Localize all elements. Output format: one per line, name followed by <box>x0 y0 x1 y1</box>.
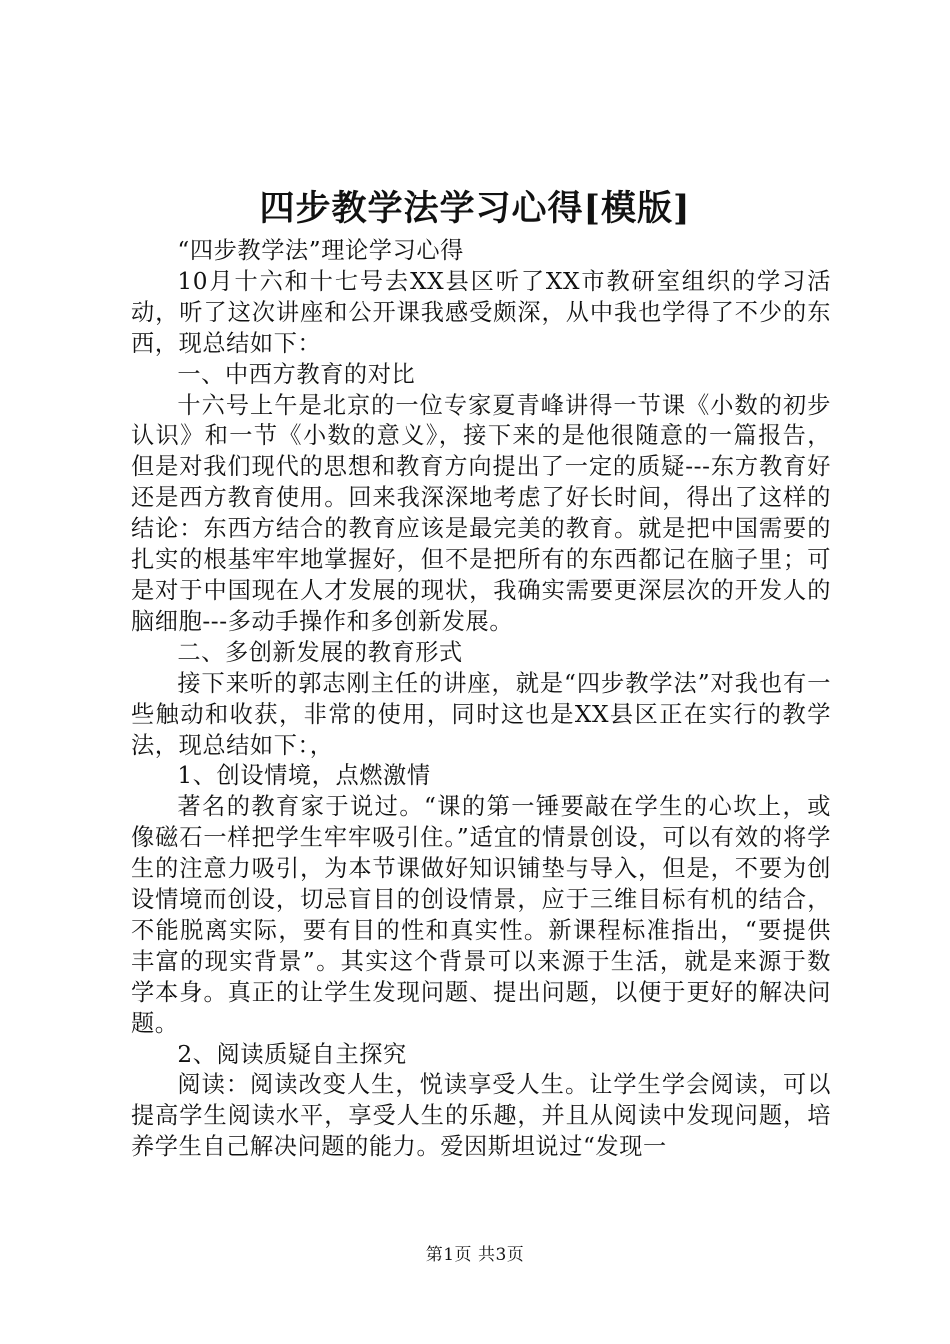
page-footer: 第1页 共3页 <box>425 1245 525 1265</box>
paragraph-subtitle: “四步教学法”理论学习心得 <box>177 237 464 264</box>
paragraph-intro: 10月十六和十七号去XX县区听了XX市教研室组织的学习活动，听了这次讲座和公开课我感受颇深，从中我也学得了不少的东西，现总结如下： <box>131 267 831 357</box>
document-body <box>131 236 831 1163</box>
paragraph-scenario: 著名的教育家于说过。“课的第一锤要敲在学生的心坎上，或像磁石一样把学生牢牢吸引住。”适宜的情景创设，可以有效的将学生的注意力吸引，为本节课做好知识铺垫与导入，但是，不要为创设情境而创设，切忌盲目的创设情景，应于三维目标有机的结合，不能脱离实际，要有目的性和真实性。新课程标准指出，“要提供丰富的现实背景”。其实这个背景可以来源于生活，就是来源于数学本身。真正的让学生发现问题、提出问题，以便于更好的解决问题。 <box>131 793 831 1037</box>
subsection-heading-2: 2、阅读质疑自主探究 <box>177 1040 407 1068</box>
paragraph-reading: 阅读：阅读改变人生，悦读享受人生。让学生学会阅读，可以提高学生阅读水平，享受人生的乐趣，并且从阅读中发现问题，培养学生自己解决问题的能力。爱因斯坦说过“发现一 <box>131 1071 831 1161</box>
paragraph-four-step: 接下来听的郭志刚主任的讲座，就是“四步教学法”对我也有一些触动和收获，非常的使用，同时这也是XX县区正在实行的教学法，现总结如下：， <box>131 669 831 759</box>
section-heading-1: 一、中西方教育的对比 <box>177 360 416 388</box>
document-title: 四步教学法学习心得[模版] <box>259 188 691 229</box>
paragraph-comparison: 十六号上午是北京的一位专家夏青峰讲得一节课《小数的初步认识》和一节《小数的意义》，接下来的是他很随意的一篇报告，但是对我们现代的思想和教育方向提出了一定的质疑---东方教育好还是西方教育使用。回来我深深地考虑了好长时间，得出了这样的结论：东西方结合的教育应该是最完美的教育。就是把中国需要的扎实的根基牢牢地掌握好，但不是把所有的东西都记在脑子里；可是对于中国现在人才发展的现状，我确实需要更深层次的开发人的脑细胞---多动手操作和多创新发展。 <box>131 391 831 635</box>
subsection-heading-1: 1、创设情境，点燃激情 <box>177 762 431 790</box>
section-heading-2: 二、多创新发展的教育形式 <box>177 638 463 666</box>
